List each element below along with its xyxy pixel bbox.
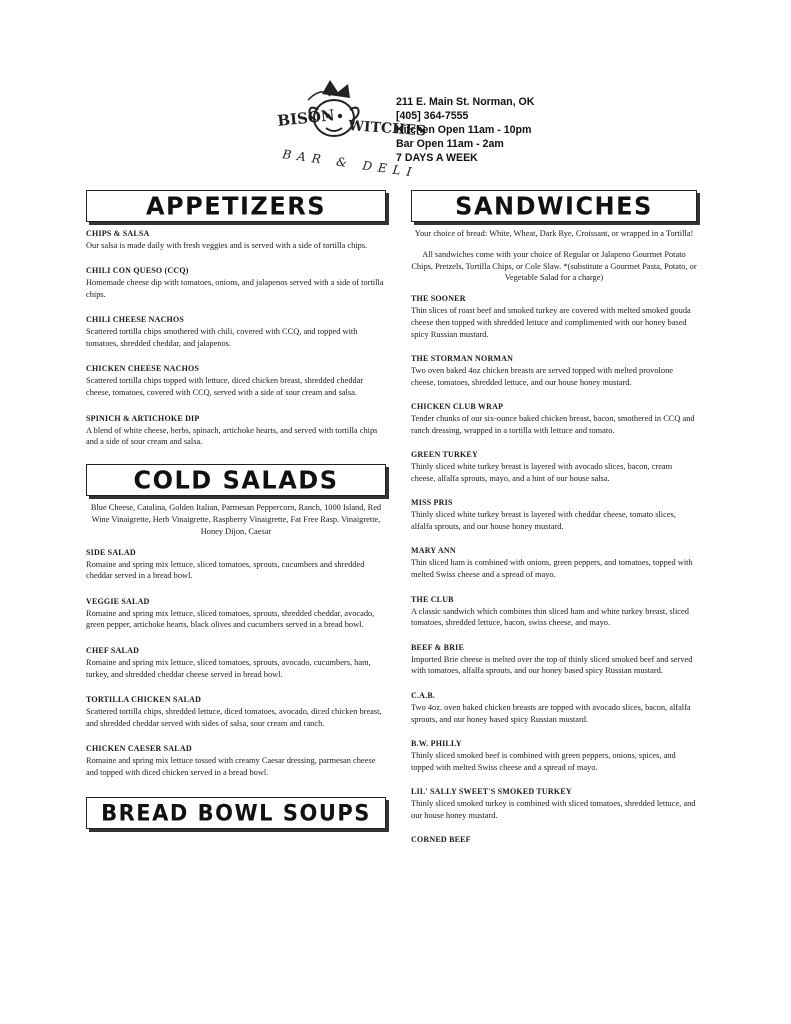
menu-item bbox=[411, 642, 697, 678]
menu-item bbox=[86, 645, 386, 681]
sides-note: All sandwiches come with your choice of Regular or Jalapeno Gourmet Potato Chips, Pretzels, Tortilla Chips, or Cole Slaw. *(substitute a Gourmet Pasta, Potato, or Vegetable Salad for a charge) bbox=[411, 249, 697, 283]
item-name: TORTILLA CHICKEN SALAD bbox=[86, 694, 202, 704]
item-description: Two oven baked 4oz chicken breasts are served topped with melted provolone cheese, tomatoes, shredded lettuce, and our house honey mustard. bbox=[411, 366, 673, 387]
menu-item bbox=[86, 694, 386, 730]
sandwiches-banner bbox=[411, 190, 697, 222]
cold-salads-title: COLD SALADS bbox=[133, 465, 339, 495]
phone-number: [405] 364-7555 bbox=[396, 110, 469, 122]
bread-bowl-soups-title: BREAD BOWL SOUPS bbox=[101, 799, 371, 826]
item-name: THE SOONER bbox=[411, 294, 466, 304]
item-name: THE CLUB bbox=[411, 594, 454, 604]
bread-bowl-soups-banner bbox=[86, 797, 386, 829]
item-description: Thin slices of roast beef and smoked turkey are covered with melted smoked gouda cheese then topped with shredded lettuce and complimented with our honey based spicy Russian mustard. bbox=[411, 306, 691, 339]
menu-item bbox=[411, 834, 697, 845]
item-name: LIL' SALLY SWEET'S SMOKED TURKEY bbox=[411, 786, 572, 796]
kitchen-hours: Kitchen Open 11am - 10pm bbox=[396, 124, 532, 136]
menu-item bbox=[411, 738, 697, 774]
appetizers-title: APPETIZERS bbox=[145, 191, 326, 221]
menu-item bbox=[86, 547, 386, 583]
left-column bbox=[86, 190, 386, 835]
item-description: Scattered tortilla chips topped with lettuce, diced chicken breast, shredded cheddar cheese, tomatoes, covered with CCQ, served with a side of sour cream and salsa. bbox=[86, 376, 364, 398]
item-name: CHICKEN CHEESE NACHOS bbox=[86, 364, 200, 374]
item-name: MARY ANN bbox=[411, 546, 456, 556]
item-name: CHILI CHEESE NACHOS bbox=[86, 315, 185, 325]
item-name: SIDE SALAD bbox=[86, 547, 136, 557]
item-description: Thinly sliced white turkey breast is layered with avocado slices, bacon, cream cheese, alfalfa sprouts, mayo, and a hint of our house salsa. bbox=[411, 462, 673, 484]
item-name: CORNED BEEF bbox=[411, 835, 471, 845]
menu-item bbox=[411, 293, 697, 340]
svg-text:WITCHES: WITCHES bbox=[347, 118, 427, 140]
menu-item bbox=[411, 449, 697, 485]
cold-salads-banner bbox=[86, 464, 386, 496]
item-name: CHICKEN CLUB WRAP bbox=[411, 402, 504, 412]
menu-item bbox=[411, 786, 697, 822]
menu-item bbox=[86, 413, 386, 449]
item-description: Thinly sliced white turkey breast is layered with cheddar cheese, tomato slices, alfalfa sprouts, and our house honey mustard. bbox=[411, 510, 676, 532]
item-name: VEGGIE SALAD bbox=[86, 596, 150, 606]
menu-item bbox=[86, 363, 386, 399]
menu-item bbox=[411, 497, 697, 533]
menu-item bbox=[411, 594, 697, 630]
item-name: SPINICH & ARTICHOKE DIP bbox=[86, 413, 200, 423]
address-block bbox=[396, 95, 534, 165]
item-name: MISS PRIS bbox=[411, 498, 453, 508]
item-description: Romaine and spring mix lettuce tossed with creamy Caesar dressing, parmesan cheese and topped with diced chicken served in a bread bowl. bbox=[86, 755, 376, 777]
menu-item bbox=[86, 228, 386, 252]
item-description: Thinly sliced smoked turkey is combined with sliced tomatoes, shredded lettuce, and our house honey mustard. bbox=[411, 798, 696, 820]
menu-item bbox=[86, 265, 386, 301]
item-name: GREEN TURKEY bbox=[411, 450, 478, 460]
item-name: CHEF SALAD bbox=[86, 645, 140, 655]
svg-text:BISON: BISON bbox=[276, 106, 336, 130]
item-name: BEEF & BRIE bbox=[411, 642, 465, 652]
item-description: Our salsa is made daily with fresh veggies and is served with a side of tortilla chips. bbox=[86, 241, 368, 250]
item-description: Two 4oz. oven baked chicken breasts are topped with avocado slices, bacon, alfalfa sprouts, and our honey based spicy Russian mustard. bbox=[411, 702, 691, 724]
item-description: Scattered tortilla chips smothered with chili, covered with CCQ, and topped with tomatoes, shredded cheddar, and jalapenos. bbox=[86, 327, 358, 349]
menu-item bbox=[411, 353, 697, 389]
item-description: Thin sliced ham is combined with onions, green peppers, and tomatoes, topped with melted Swiss cheese and a spread of mayo. bbox=[411, 558, 693, 580]
item-name: CHIPS & SALSA bbox=[86, 229, 150, 238]
menu-item bbox=[86, 314, 386, 350]
sandwiches-title: SANDWICHES bbox=[455, 191, 653, 221]
appetizers-banner bbox=[86, 190, 386, 222]
item-description: A classic sandwich which combines thin sliced ham and white turkey breast, sliced tomatoes, shredded lettuce, bacon, swiss cheese, and mayo. bbox=[411, 606, 689, 628]
svg-text:BAR & DELI: BAR & DELI bbox=[281, 147, 419, 180]
item-name: B.W. PHILLY bbox=[411, 738, 462, 748]
menu-item bbox=[86, 596, 386, 632]
item-name: THE STORMAN NORMAN bbox=[411, 354, 514, 364]
dressings-list: Blue Cheese, Catalina, Golden Italian, Parmesan Peppercorn, Ranch, 1000 Island, Red Wine Vinaigrette, Herb Vinaigrette, Raspberry Vinaigrette, Fat Free Rasp. Vinaigrette, Honey Dijon, Caesar bbox=[90, 503, 382, 536]
item-description: Romaine and spring mix lettuce, sliced tomatoes, sprouts, cucumbers and shredded cheddar served in a bread bowl. bbox=[86, 559, 365, 581]
bison-witches-logo bbox=[276, 76, 427, 180]
item-name: CHILI CON QUESO (CCQ) bbox=[86, 266, 189, 276]
right-column bbox=[411, 190, 697, 858]
item-name: C.A.B. bbox=[411, 690, 436, 700]
days-open: 7 DAYS A WEEK bbox=[396, 152, 478, 164]
item-description: Homemade cheese dip with tomatoes, onions, and jalapenos served with a side of tortilla chips. bbox=[86, 278, 384, 300]
item-description: Imported Brie cheese is melted over the top of thinly sliced smoked beef and served with tomatoes, alfalfa sprouts, and our honey based spicy Russian mustard. bbox=[411, 654, 693, 676]
bread-choice-note: Your choice of bread: White, Wheat, Dark Rye, Croissant, or wrapped in a Tortilla! bbox=[414, 229, 694, 238]
item-description: Romaine and spring mix lettuce, sliced tomatoes, sprouts, shredded cheddar, avocado, green pepper, artichoke hearts, black olives and cucumbers served in a bread bowl. bbox=[86, 608, 375, 630]
item-description: Thinly sliced smoked beef is combined with green peppers, onions, spices, and topped with melted Swiss cheese and a spread of mayo. bbox=[411, 750, 676, 772]
item-description: Romaine and spring mix lettuce, sliced tomatoes, sprouts, avocado, cucumbers, ham, turkey, and shredded cheddar cheese served in bread bowl. bbox=[86, 657, 371, 679]
item-description: Tender chunks of our six-ounce baked chicken breast, bacon, smothered in CCQ and ranch dressing, wrapped in a tortilla with lettuce and tomato. bbox=[411, 414, 695, 435]
bar-hours: Bar Open 11am - 2am bbox=[396, 138, 504, 150]
menu-item bbox=[86, 743, 386, 779]
item-name: CHICKEN CAESER SALAD bbox=[86, 743, 192, 753]
item-description: Scattered tortilla chips, shredded lettuce, diced tomatoes, avocado, diced chicken breast, and shredded cheddar served with sides of salsa, sour cream and ranch. bbox=[86, 706, 382, 728]
menu-item bbox=[411, 690, 697, 726]
menu-item bbox=[411, 401, 697, 437]
item-description: A blend of white cheese, herbs, spinach, artichoke hearts, and served with tortilla chips and a side of sour cream and salsa. bbox=[86, 425, 378, 447]
menu-item bbox=[411, 545, 697, 581]
address-street: 211 E. Main St. Norman, OK bbox=[396, 96, 535, 108]
